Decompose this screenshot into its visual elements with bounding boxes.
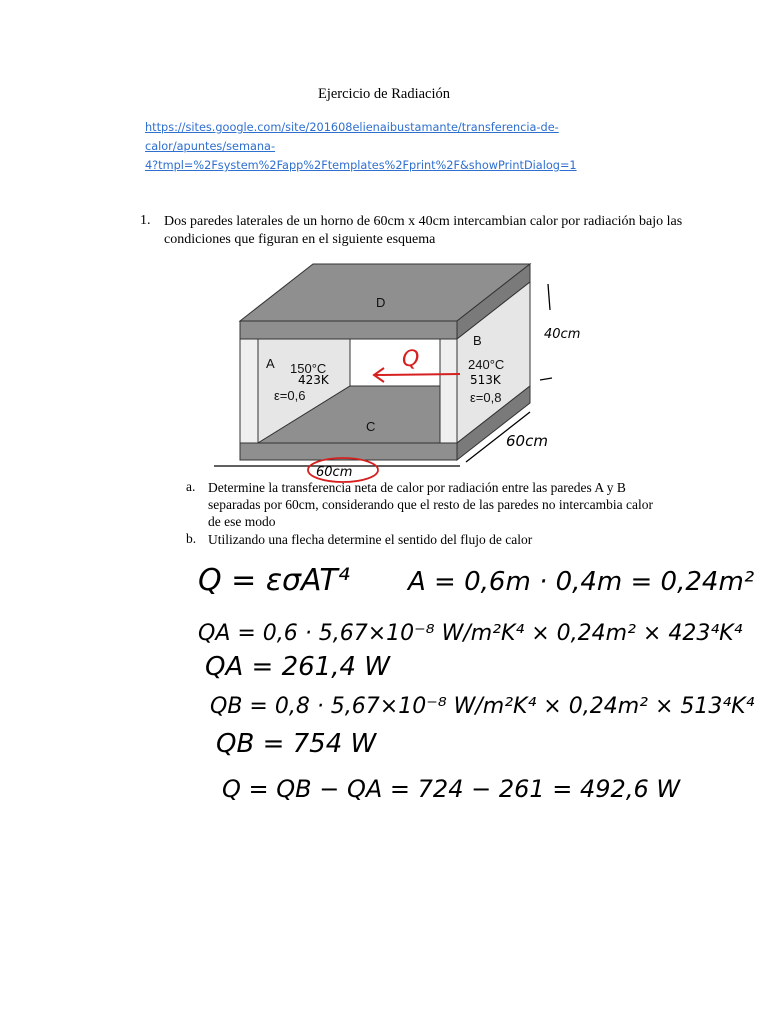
handwritten-q: Q (402, 347, 420, 372)
temp-a: 150°C (290, 361, 327, 376)
solution-line-6: QB = 754 W (216, 729, 377, 759)
solution-line-5: QB = 0,8 · 5,67×10⁻⁸ W/m²K⁴ × 0,24m² × 513⁴K⁴ (210, 694, 755, 719)
solution-line-4: QA = 261,4 W (205, 652, 390, 682)
solution-line-7: Q = QB − QA = 724 − 261 = 492,6 W (222, 775, 681, 803)
handwritten-width: 60cm (316, 465, 353, 480)
handwritten-kelvin-a: 423K (298, 373, 329, 387)
temp-b: 240°C (468, 357, 505, 372)
source-link-line-1[interactable]: https://sites.google.com/site/201608elienaibustamante/transferencia-de- (145, 121, 559, 134)
label-c: C (366, 419, 376, 434)
solution-line-1: Q = εσAT⁴ (198, 563, 350, 598)
solution-line-3: QA = 0,6 · 5,67×10⁻⁸ W/m²K⁴ × 0,24m² × 423⁴K⁴ (198, 621, 743, 646)
handwritten-kelvin-b: 513K (470, 373, 501, 387)
solution-line-2: A = 0,6m · 0,4m = 0,24m² (408, 567, 755, 597)
part-a-text: Determine la transferencia neta de calor por radiación entre las paredes A y B separadas por 60cm, considerando que el resto de las paredes no intercambia calor de ese modo (208, 480, 653, 529)
part-b-text: Utilizando una flecha determine el sentido del flujo de calor (208, 532, 533, 547)
handwritten-depth: 60cm (506, 432, 548, 450)
question-number: 1. (140, 213, 151, 228)
question-text: Dos paredes laterales de un horno de 60cm x 40cm intercambian calor por radiación bajo las condiciones que figuran en el siguiente esquema (164, 214, 683, 247)
label-d: D (376, 295, 386, 310)
document-title: Ejercicio de Radiación (317, 86, 451, 102)
part-a-label: a. (186, 479, 196, 494)
source-link-line-3[interactable]: 4?tmpl=%2Fsystem%2Fapp%2Ftemplates%2Fprint%2F&showPrintDialog=1 (145, 159, 577, 172)
handwritten-height: 40cm (544, 327, 581, 342)
emissivity-b: ε=0,8 (470, 390, 502, 405)
emissivity-a: ε=0,6 (274, 388, 306, 403)
label-a: A (266, 356, 275, 371)
label-b: B (473, 333, 482, 348)
source-link-line-2[interactable]: calor/apuntes/semana- (145, 140, 276, 153)
part-b-label: b. (186, 531, 197, 546)
